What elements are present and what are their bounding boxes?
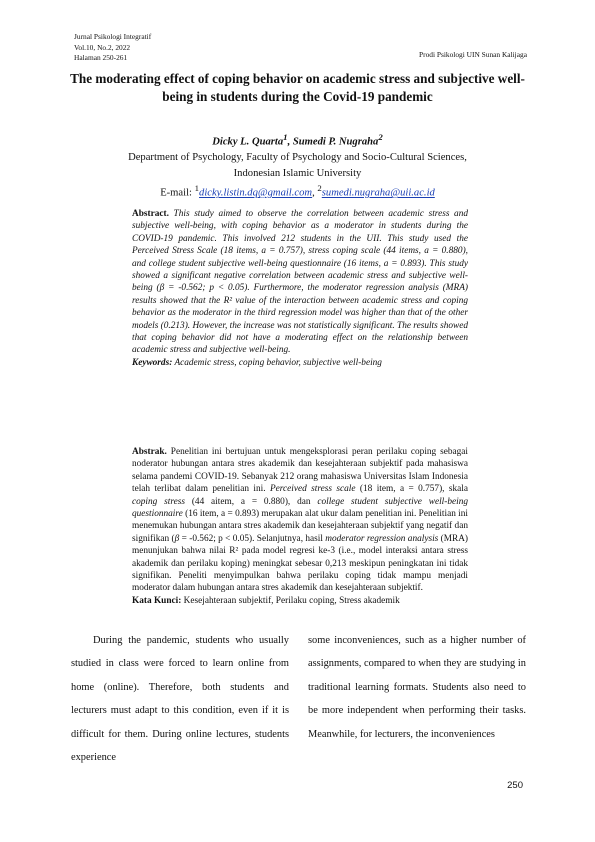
abstract-id-text-2: (18 item, a = 0.757), skala: [355, 484, 469, 495]
abstract-id-paragraph: [132, 446, 468, 595]
abstract-english: [132, 208, 468, 369]
affiliation-line-1: Department of Psychology, Faculty of Psychology and Socio-Cultural Sciences,: [128, 152, 467, 164]
abstract-id-label: Abstrak.: [132, 447, 167, 457]
abstract-en-text: This study aimed to observe the correlation between academic stress and subjective well-being, with coping behavior as a moderator in students during the COVID-19 pandemic. This involved 212 students in the UII. This study used the Perceived Stress Scale (18 items, a = 0.757), stress coping scale (44 items, a = 0.880), and college student subjective well-being questionnaire (16 items, a = 0.893). This study showed a significant negative correlation between academic stress and subjective well-being (β = -0.562; p < 0.05). Furthermore, the moderator regression analysis (MRA) results showed that the R² value of the interaction between academic stress and coping behavior as the moderator in the third regression model was higher than that of the other models (0.213). However, the increase was not statistically significant. The results showed that coping behavior did not have a moderating effect on the relationship between academic stress and subjective well-being.: [132, 209, 468, 356]
keywords-id: [132, 595, 468, 607]
keywords-en-label: Keywords:: [132, 357, 173, 368]
affiliation-line-2: Indonesian Islamic University: [233, 167, 362, 179]
author-separator: ,: [287, 136, 293, 148]
email-label: E-mail:: [160, 187, 195, 199]
abstract-id-text-3: (44 aitem, a = 0.880), dan: [184, 496, 318, 507]
email-line: [60, 181, 535, 201]
abstract-indonesian: [132, 446, 468, 607]
abstract-id-italic-1: Perceived stress scale: [269, 484, 356, 495]
email-separator: ,: [312, 187, 318, 199]
email-1-sup: 1: [194, 183, 200, 194]
keywords-en-text: Academic stress, coping behavior, subjective well-being: [172, 357, 382, 368]
author-2-sup: 2: [378, 132, 383, 142]
email-2-sup: 2: [317, 183, 322, 194]
journal-volume: Vol.10, No.2, 2022: [74, 42, 131, 52]
body-column-right: some inconveniences, such as a higher number of assignments, compared to when they are studying in traditional learning formats. Students also need to be more independent when performing their tasks. Meanwhile, for lecturers, the inconveniences: [308, 635, 526, 740]
journal-header: [74, 32, 151, 64]
keywords-id-text: Kesejahteraan subjektif, Perilaku coping, Stress akademik: [181, 595, 400, 606]
author-block: [60, 130, 535, 201]
author-names: [60, 130, 535, 150]
journal-pages: Halaman 250-261: [74, 53, 128, 63]
author-2: Sumedi P. Nugraha: [292, 136, 379, 148]
body-column-left: During the pandemic, students who usually studied in class were forced to learn online from home (online). Therefore, both students and lecturers must adapt to this condition, even if it is difficult for them. During online lectures, students experience: [71, 635, 289, 764]
keywords-en: [132, 357, 468, 369]
journal-name: Jurnal Psikologi Integratif: [74, 32, 152, 41]
author-1: Dicky L. Quarta: [212, 136, 284, 148]
abstract-id-text-4: (16 item, a = 0.893) merupakan alat ukur dalam penelitian ini. Penelitian ini menemukan hubungan antara stres akademik dan kesejahteraan subjektif yang negatif dan signifikan (: [132, 509, 468, 544]
abstract-id-text-1: Penelitian ini bertujuan untuk mengeksplorasi peran perilaku coping sebagai noderator hubungan antara stres akademik dan kesejahteraan subjektif pada mahasiswa selama pandemi COVID-19. Sebanyak 212 orang mahasiswa Universitas Islam Indonesia telah terlibat dalam penelitian ini.: [132, 447, 468, 495]
abstract-id-text-5: = -0.562; p < 0.05). Selanjutnya, hasil: [179, 533, 326, 544]
abstract-id-italic-5: moderator regression analysis: [325, 533, 439, 544]
abstract-id-italic-3: college student subjective well-being questionnaire: [132, 496, 468, 520]
paper-title: The moderating effect of coping behavior on academic stress and subjective well-being in students during the Covid-19 pandemic: [70, 71, 525, 104]
abstract-id-italic-4: β: [174, 533, 180, 544]
publisher-header: Prodi Psikologi UIN Sunan Kalijaga: [419, 50, 527, 59]
abstract-en-paragraph: [132, 208, 468, 357]
author-1-sup: 1: [283, 132, 288, 142]
abstract-id-italic-2: coping stress: [132, 496, 185, 507]
page-number: 250: [507, 780, 523, 791]
abstract-en-label: Abstract.: [132, 209, 169, 219]
email-link-2[interactable]: sumedi.nugraha@uii.ac.id: [321, 187, 435, 199]
abstract-id-text-6: (MRA) menunjukan bahwa nilai R² pada model regresi ke-3 (i.e., model interaksi antara stress akademik dan perilaku koping) meningkat sebesar 0,213 meskipun peningkatan ini tidak signifikan. Peneliti menyimpulkan bahwa perilaku coping tidak mampu menjadi moderator dalam hubungan antara stres akademik dan kesejahteraan subjektif.: [132, 533, 469, 594]
keywords-id-label: Kata Kunci:: [132, 595, 182, 606]
email-link-1[interactable]: dicky.listin.dq@gmail.com: [199, 187, 313, 199]
